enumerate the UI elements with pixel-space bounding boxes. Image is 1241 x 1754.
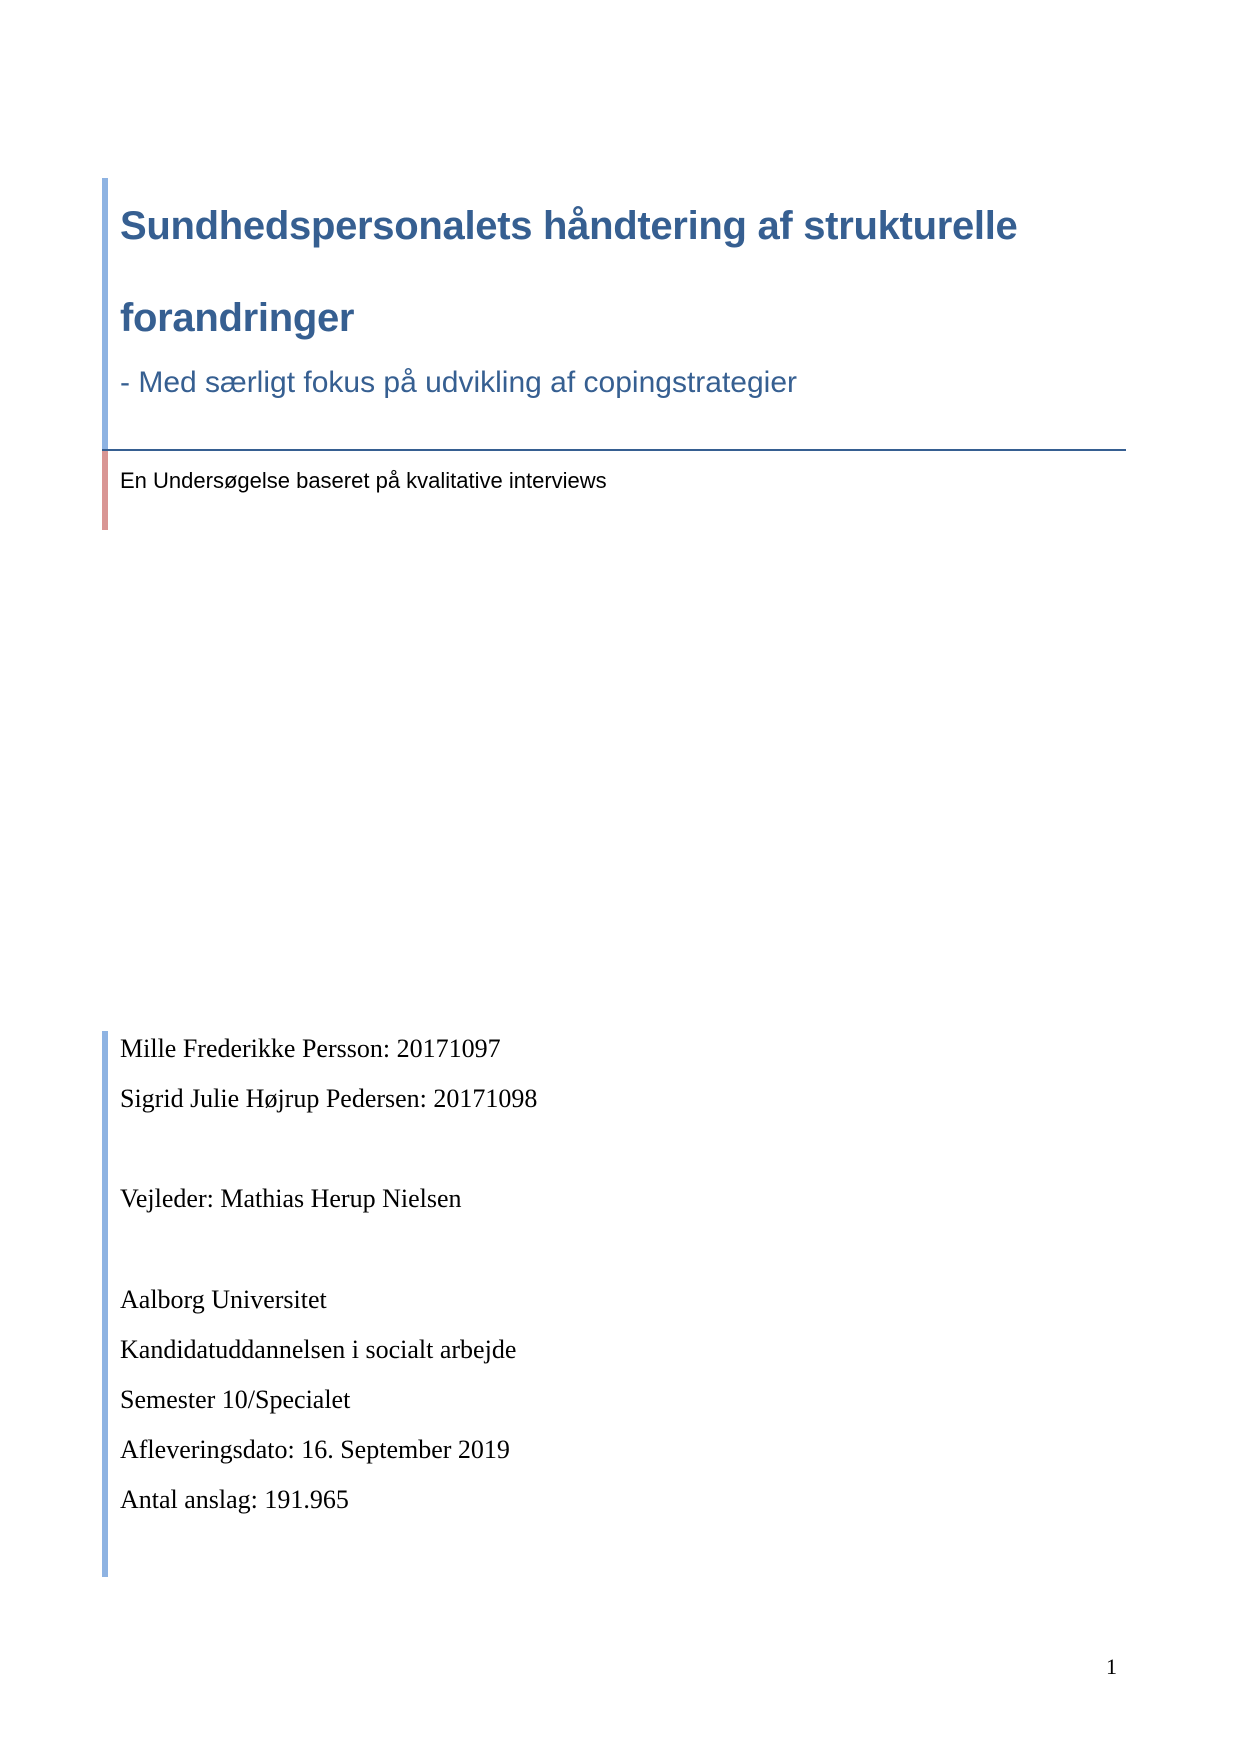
author-1: Mille Frederikke Persson: 20171097 [120, 1034, 501, 1063]
document-tagline: En Undersøgelse baseret på kvalitative interviews [120, 468, 607, 493]
title-accent-bar [102, 178, 108, 449]
document-title [120, 180, 1130, 364]
due-date: Afleveringsdato: 16. September 2019 [120, 1435, 510, 1464]
tagline-accent-bar [102, 451, 108, 530]
semester: Semester 10/Specialet [120, 1385, 351, 1414]
author-2: Sigrid Julie Højrup Pedersen: 20171098 [120, 1084, 538, 1113]
document-subtitle: - Med særligt fokus på udvikling af copingstrategier [120, 366, 797, 399]
info-accent-bar [102, 1031, 108, 1577]
university: Aalborg Universitet [120, 1285, 327, 1314]
title-line-2: forandringer [120, 296, 355, 340]
title-line-1: Sundhedspersonalets håndtering af strukturelle [120, 204, 1018, 248]
supervisor: Vejleder: Mathias Herup Nielsen [120, 1184, 462, 1213]
character-count: Antal anslag: 191.965 [120, 1485, 349, 1514]
program: Kandidatuddannelsen i socialt arbejde [120, 1335, 517, 1364]
page-number: 1 [1106, 1654, 1117, 1679]
title-divider [102, 449, 1126, 451]
